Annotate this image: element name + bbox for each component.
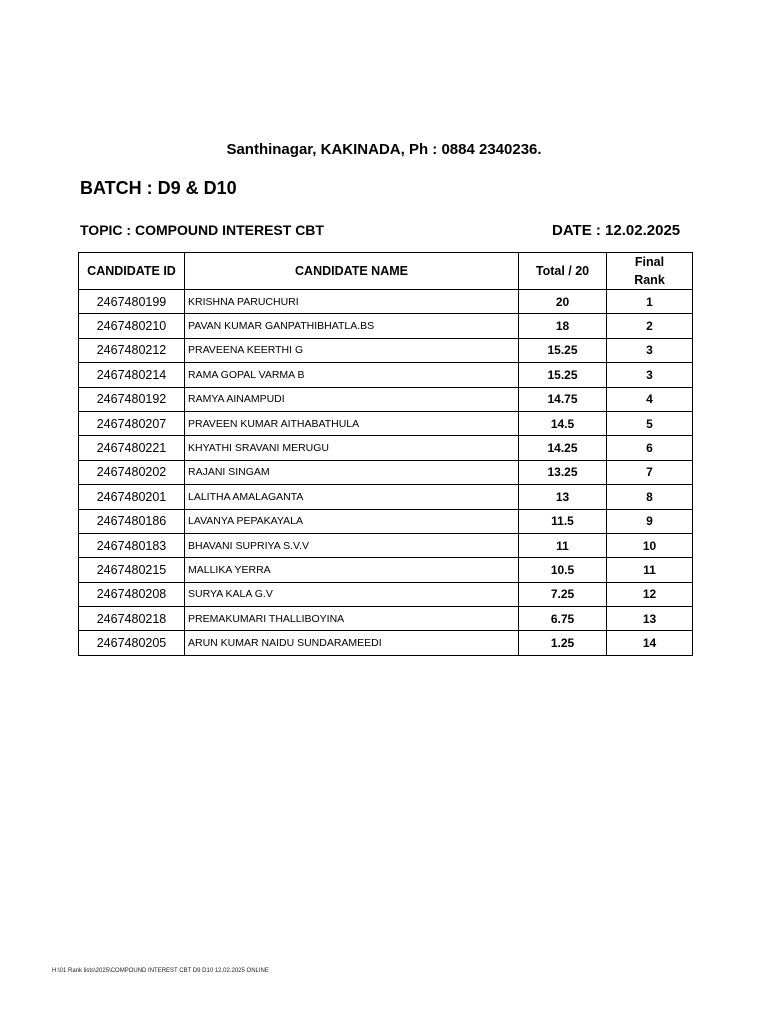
table-row xyxy=(79,314,693,338)
final-rank-cell: 2 xyxy=(607,314,693,338)
candidate-name-cell: SURYA KALA G.V xyxy=(185,582,519,606)
total-score-cell: 14.75 xyxy=(519,387,607,411)
candidate-id-cell: 2467480207 xyxy=(79,411,185,435)
file-path-footer: H:\01 Rank lists\2025\COMPOUND INTEREST CBT D9 D10 12.02.2025 ONLINE xyxy=(52,968,269,974)
total-score-cell: 18 xyxy=(519,314,607,338)
total-score-cell: 13 xyxy=(519,485,607,509)
total-score-cell: 11 xyxy=(519,533,607,557)
candidate-id-cell: 2467480208 xyxy=(79,582,185,606)
total-score-cell: 1.25 xyxy=(519,631,607,655)
final-rank-cell: 4 xyxy=(607,387,693,411)
batch-title: BATCH : D9 & D10 xyxy=(80,178,237,198)
table-row xyxy=(79,411,693,435)
final-rank-cell: 6 xyxy=(607,436,693,460)
candidate-id-cell: 2467480183 xyxy=(79,533,185,557)
candidate-id-cell: 2467480186 xyxy=(79,509,185,533)
table-row xyxy=(79,460,693,484)
topic-title: TOPIC : COMPOUND INTEREST CBT xyxy=(80,222,324,238)
table-row xyxy=(79,436,693,460)
rank-table xyxy=(78,252,693,656)
table-row xyxy=(79,509,693,533)
exam-date: DATE : 12.02.2025 xyxy=(552,222,681,239)
candidate-id-cell: 2467480221 xyxy=(79,436,185,460)
final-rank-cell: 10 xyxy=(607,533,693,557)
final-rank-cell: 7 xyxy=(607,460,693,484)
total-score-cell: 6.75 xyxy=(519,607,607,631)
candidate-name-cell: MALLIKA YERRA xyxy=(185,558,519,582)
total-score-cell: 20 xyxy=(519,290,607,314)
candidate-id-cell: 2467480192 xyxy=(79,387,185,411)
candidate-name-cell: PREMAKUMARI THALLIBOYINA xyxy=(185,607,519,631)
final-rank-cell: 5 xyxy=(607,411,693,435)
candidate-name-cell: RAMYA AINAMPUDI xyxy=(185,387,519,411)
candidate-name-cell: KRISHNA PARUCHURI xyxy=(185,290,519,314)
candidate-name-cell: PRAVEENA KEERTHI G xyxy=(185,338,519,362)
candidate-name-cell: PRAVEEN KUMAR AITHABATHULA xyxy=(185,411,519,435)
final-rank-cell: 9 xyxy=(607,509,693,533)
table-row xyxy=(79,485,693,509)
final-rank-line1: Final xyxy=(634,255,665,269)
candidate-name-cell: RAJANI SINGAM xyxy=(185,460,519,484)
candidate-name-cell: RAMA GOPAL VARMA B xyxy=(185,363,519,387)
institute-address: Santhinagar, KAKINADA, Ph : 0884 2340236. xyxy=(226,141,542,158)
final-rank-cell: 12 xyxy=(607,582,693,606)
total-score-cell: 13.25 xyxy=(519,460,607,484)
column-header-candidate-id: CANDIDATE ID xyxy=(79,253,185,290)
table-row xyxy=(79,290,693,314)
candidate-id-cell: 2467480205 xyxy=(79,631,185,655)
total-score-cell: 14.5 xyxy=(519,411,607,435)
table-row xyxy=(79,558,693,582)
final-rank-cell: 3 xyxy=(607,363,693,387)
final-rank-line2: Rank xyxy=(634,273,665,287)
table-header-row xyxy=(79,253,693,290)
final-rank-cell: 8 xyxy=(607,485,693,509)
candidate-id-cell: 2467480201 xyxy=(79,485,185,509)
candidate-name-cell: LALITHA AMALAGANTA xyxy=(185,485,519,509)
candidate-id-cell: 2467480210 xyxy=(79,314,185,338)
table-row xyxy=(79,533,693,557)
total-score-cell: 7.25 xyxy=(519,582,607,606)
table-row xyxy=(79,363,693,387)
table-row xyxy=(79,607,693,631)
final-rank-cell: 1 xyxy=(607,290,693,314)
table-row xyxy=(79,631,693,655)
total-score-cell: 15.25 xyxy=(519,363,607,387)
candidate-id-cell: 2467480218 xyxy=(79,607,185,631)
total-score-cell: 11.5 xyxy=(519,509,607,533)
table-row xyxy=(79,582,693,606)
candidate-id-cell: 2467480214 xyxy=(79,363,185,387)
candidate-name-cell: KHYATHI SRAVANI MERUGU xyxy=(185,436,519,460)
candidate-id-cell: 2467480199 xyxy=(79,290,185,314)
total-score-cell: 15.25 xyxy=(519,338,607,362)
candidate-name-cell: LAVANYA PEPAKAYALA xyxy=(185,509,519,533)
total-score-cell: 14.25 xyxy=(519,436,607,460)
candidate-name-cell: PAVAN KUMAR GANPATHIBHATLA.BS xyxy=(185,314,519,338)
column-header-candidate-name: CANDIDATE NAME xyxy=(185,253,519,290)
candidate-name-cell: ARUN KUMAR NAIDU SUNDARAMEEDI xyxy=(185,631,519,655)
column-header-final-rank xyxy=(607,253,693,290)
column-header-total: Total / 20 xyxy=(519,253,607,290)
candidate-id-cell: 2467480202 xyxy=(79,460,185,484)
table-row xyxy=(79,338,693,362)
final-rank-cell: 11 xyxy=(607,558,693,582)
candidate-name-cell: BHAVANI SUPRIYA S.V.V xyxy=(185,533,519,557)
final-rank-cell: 13 xyxy=(607,607,693,631)
final-rank-cell: 14 xyxy=(607,631,693,655)
total-score-cell: 10.5 xyxy=(519,558,607,582)
candidate-id-cell: 2467480215 xyxy=(79,558,185,582)
table-row xyxy=(79,387,693,411)
candidate-id-cell: 2467480212 xyxy=(79,338,185,362)
final-rank-cell: 3 xyxy=(607,338,693,362)
